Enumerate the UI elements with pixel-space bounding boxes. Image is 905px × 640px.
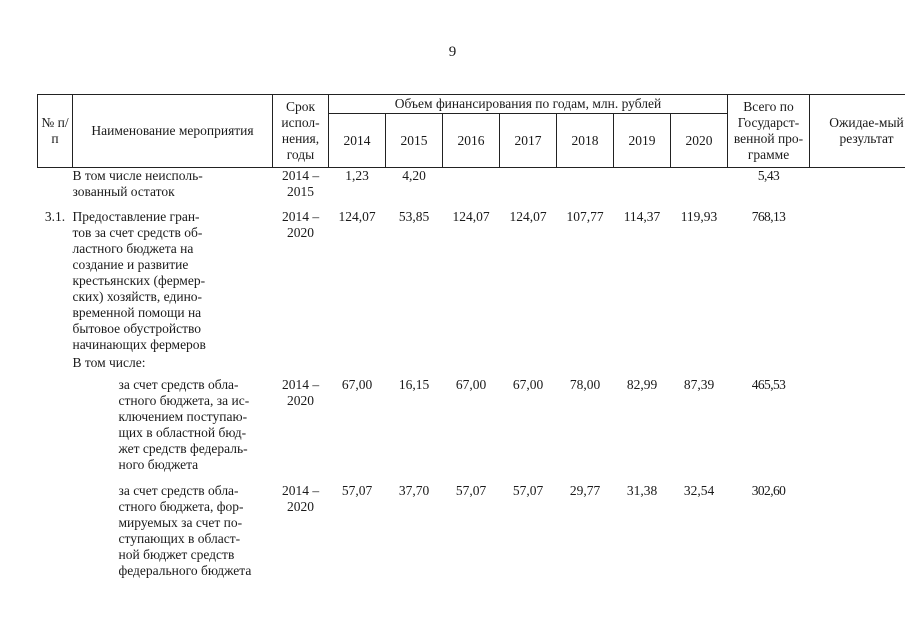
row-number: [38, 377, 73, 473]
header-funding-group: Объем финансирования по годам, млн. рублей: [329, 95, 728, 114]
row-value-2017: [500, 355, 557, 371]
row-name: за счет средств обла- стного бюджета, за ис- ключением поступаю- щих в областной бюд- жет средств федераль- ного бюджета: [118, 377, 250, 472]
row-value-2020: 119,93: [680, 209, 718, 224]
header-year: 2018: [557, 114, 614, 168]
row-value-2018: [557, 168, 614, 201]
funding-table: [37, 94, 905, 579]
header-period: Срок испол-нения, годы: [273, 95, 329, 168]
header-year: 2019: [614, 114, 671, 168]
table-row: [38, 377, 905, 473]
row-number: [38, 168, 73, 201]
row-value-2018: 78,00: [569, 377, 601, 392]
header-total: Всего по Государст-венной про-грамме: [728, 95, 810, 168]
row-name: В том числе неисполь- зованный остаток: [72, 168, 203, 199]
row-value-2017: [500, 168, 557, 201]
row-value-2019: 31,38: [626, 483, 658, 498]
row-result: [810, 483, 905, 579]
row-value-2016: [443, 168, 500, 201]
table-header: [38, 95, 905, 168]
row-value-2015: 4,20: [402, 168, 426, 183]
header-year: 2016: [443, 114, 500, 168]
row-name: за счет средств обла- стного бюджета, фор- мируемых за счет по- ступающих в област- ной бюджет средств федерального бюджета: [118, 483, 252, 578]
row-value-2019: 82,99: [626, 377, 658, 392]
row-value-2018: [557, 355, 614, 371]
row-value-2016: 67,00: [455, 377, 487, 392]
row-value-2020: [671, 355, 728, 371]
row-value-2016: 124,07: [452, 209, 490, 224]
row-value-2019: [614, 355, 671, 371]
table-row: [38, 209, 905, 353]
row-period: 2014 – 2020: [281, 209, 320, 240]
row-number: 3.1.: [44, 209, 66, 224]
row-total: 465,53: [751, 377, 786, 392]
row-total: [728, 355, 810, 371]
row-result: [810, 209, 905, 353]
row-total: 302,60: [751, 483, 786, 498]
row-total: 5,43: [757, 168, 780, 183]
row-value-2018: 107,77: [566, 209, 604, 224]
row-value-2020: 32,54: [683, 483, 715, 498]
row-value-2019: 114,37: [623, 209, 661, 224]
table-row: [38, 168, 905, 201]
table-body: [38, 168, 905, 580]
row-result: [810, 168, 905, 201]
row-value-2015: [386, 355, 443, 371]
row-number: [38, 483, 73, 579]
table-row: [38, 483, 905, 579]
row-value-2014: 1,23: [345, 168, 369, 183]
row-period: [273, 355, 329, 371]
row-value-2018: 29,77: [569, 483, 601, 498]
row-number: [38, 355, 73, 371]
row-value-2019: [614, 168, 671, 201]
table-row: [38, 355, 905, 371]
header-result: Ожидае-мый результат: [810, 95, 905, 168]
row-value-2014: 124,07: [338, 209, 376, 224]
row-period: 2014 – 2020: [281, 483, 320, 514]
row-value-2015: 16,15: [398, 377, 430, 392]
row-value-2014: [329, 355, 386, 371]
page-number: 9: [448, 44, 457, 60]
row-value-2017: 124,07: [509, 209, 547, 224]
row-value-2015: 37,70: [398, 483, 430, 498]
row-result: [810, 377, 905, 473]
row-total: 768,13: [751, 209, 786, 224]
row-name: Предоставление гран- тов за счет средств об- ластного бюджета на создание и развитие крестьянских (фермер- ских) хозяйств, едино- временной помощи на бытовое обустройство начинающих фермеров: [72, 209, 206, 352]
header-year: 2015: [386, 114, 443, 168]
row-value-2017: 57,07: [512, 483, 544, 498]
row-value-2020: 87,39: [683, 377, 715, 392]
header-year: 2017: [500, 114, 557, 168]
row-period: 2014 – 2015: [281, 168, 320, 199]
row-value-2016: [443, 355, 500, 371]
header-year: 2020: [671, 114, 728, 168]
row-value-2016: 57,07: [455, 483, 487, 498]
row-period: 2014 – 2020: [281, 377, 320, 408]
header-year: 2014: [329, 114, 386, 168]
header-name: Наименование мероприятия: [73, 95, 273, 168]
row-value-2014: 57,07: [341, 483, 373, 498]
row-name: В том числе:: [72, 355, 146, 370]
header-number: № п/п: [38, 95, 73, 168]
row-value-2014: 67,00: [341, 377, 373, 392]
row-value-2020: [671, 168, 728, 201]
row-value-2015: 53,85: [398, 209, 430, 224]
row-value-2017: 67,00: [512, 377, 544, 392]
row-result: [810, 355, 905, 371]
